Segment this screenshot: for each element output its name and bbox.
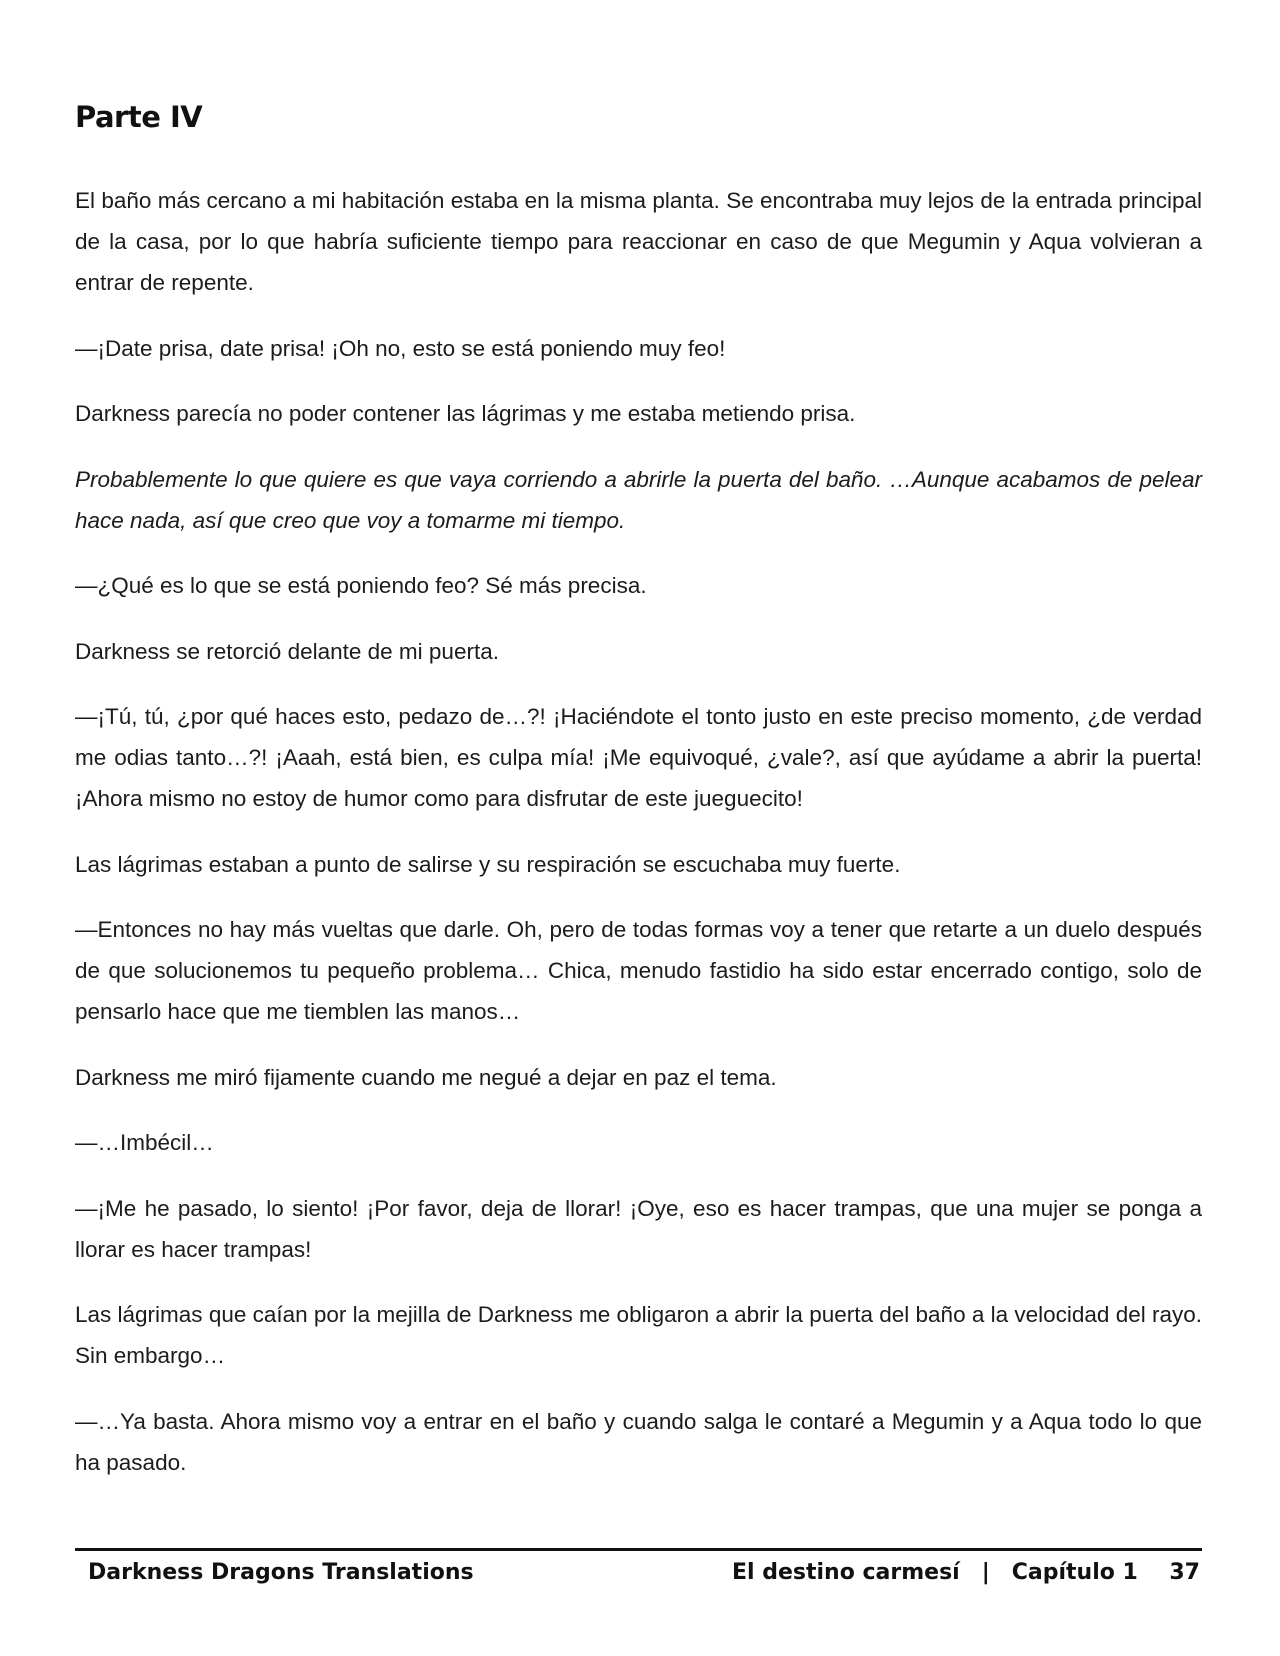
footer-separator: | [981, 1560, 990, 1585]
page-footer [75, 1560, 1202, 1594]
paragraph: —…Ya basta. Ahora mismo voy a entrar en el baño y cuando salga le contaré a Megumin y a Aqua todo lo que ha pasado. [75, 1408, 1202, 1475]
section-heading: Parte IV [75, 100, 203, 134]
paragraph: —¿Qué es lo que se está poniendo feo? Sé más precisa. [75, 573, 647, 598]
page-number: 37 [1169, 1560, 1200, 1585]
footer-divider [75, 1548, 1202, 1551]
paragraph: —¡Tú, tú, ¿por qué haces esto, pedazo de…?! ¡Haciéndote el tonto justo en este preciso momento, ¿de verdad me odias tanto…?! ¡Aaah, está bien, es culpa mía! ¡Me equivoqué, ¿vale?, así que ayúdame a abrir la puerta! ¡Ahora mismo no estoy de humor como para disfrutar de este jueguecito! [75, 704, 1202, 811]
paragraph: Darkness parecía no poder contener las lágrimas y me estaba metiendo prisa. [75, 401, 856, 426]
paragraph: Darkness se retorció delante de mi puerta. [75, 638, 499, 664]
paragraph: El baño más cercano a mi habitación estaba en la misma planta. Se encontraba muy lejos de la entrada principal de la casa, por lo que habría suficiente tiempo para reaccionar en caso de que Megumin y Aqua volvieran a entrar de repente. [75, 188, 1202, 295]
paragraph: Las lágrimas que caían por la mejilla de Darkness me obligaron a abrir la puerta del baño a la velocidad del rayo. Sin embargo… [75, 1302, 1202, 1368]
paragraph: Las lágrimas estaban a punto de salirse y su respiración se escuchaba muy fuerte. [75, 851, 901, 877]
document-page [75, 0, 1202, 1656]
paragraph: —¡Date prisa, date prisa! ¡Oh no, esto se está poniendo muy feo! [75, 335, 726, 361]
footer-publisher: Darkness Dragons Translations [88, 1560, 474, 1585]
paragraph: —Entonces no hay más vueltas que darle. Oh, pero de todas formas voy a tener que retarte a un duelo después de que solucionemos tu pequeño problema… Chica, menudo fastidio ha sido estar encerrado contigo, solo de pensarlo hace que me tiemblen las manos… [75, 917, 1202, 1024]
footer-chapter: Capítulo 1 [1011, 1560, 1138, 1585]
paragraph: —¡Me he pasado, lo siento! ¡Por favor, deja de llorar! ¡Oye, eso es hacer trampas, que una mujer se ponga a llorar es hacer trampas! [75, 1195, 1202, 1262]
footer-book-title: El destino carmesí [732, 1560, 960, 1585]
paragraph: Probablemente lo que quiere es que vaya corriendo a abrirle la puerta del baño. …Aunque acabamos de pelear hace nada, así que creo que voy a tomarme mi tiempo. [75, 466, 1202, 533]
paragraph: Darkness me miró fijamente cuando me negué a dejar en paz el tema. [75, 1064, 777, 1090]
body-text [75, 180, 1202, 1507]
paragraph: —…Imbécil… [75, 1130, 214, 1155]
footer-book-info [732, 1560, 1138, 1585]
